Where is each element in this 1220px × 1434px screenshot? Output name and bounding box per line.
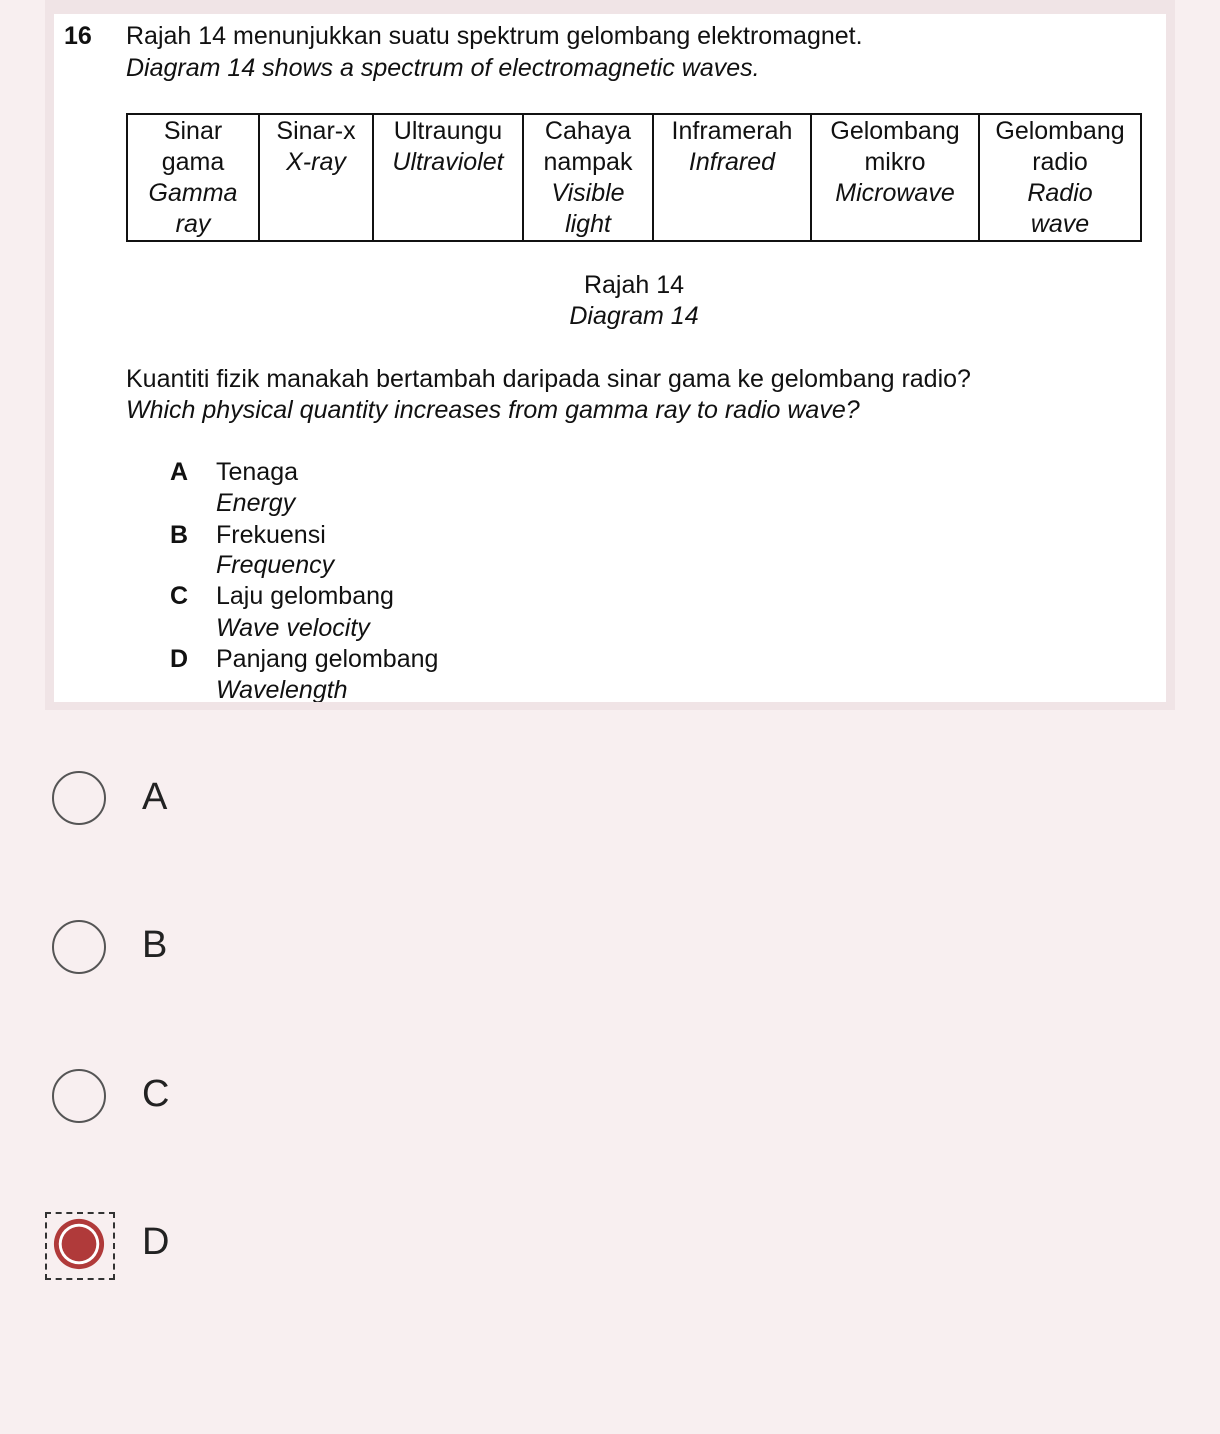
answer-label-a[interactable]: A — [142, 776, 168, 818]
option-b-letter: B — [170, 521, 189, 549]
radio-button-a[interactable] — [52, 771, 106, 825]
cell-ultraviolet: Ultraungu Ultraviolet — [373, 114, 523, 241]
option-c-ms: Laju gelombang — [216, 582, 394, 610]
option-a-letter: A — [170, 458, 189, 486]
cell-gamma: Sinar gama Gamma ray — [127, 114, 259, 241]
answer-choice-a[interactable] — [0, 726, 1220, 874]
cell-xray: Sinar-x X-ray — [259, 114, 373, 241]
option-a-en: Energy — [216, 489, 296, 517]
diagram-caption-en: Diagram 14 — [569, 302, 699, 330]
option-d-en: Wavelength — [216, 676, 348, 702]
cell-microwave: Gelombang mikro Microwave — [811, 114, 979, 241]
option-c-letter: C — [170, 582, 189, 610]
cell-visible: Cahaya nampak Visible light — [523, 114, 653, 241]
radio-button-d-selected[interactable] — [52, 1217, 106, 1271]
option-b-en: Frequency — [216, 551, 335, 579]
option-d-letter: D — [170, 645, 189, 673]
diagram-caption-ms: Rajah 14 — [583, 271, 685, 299]
answer-label-b[interactable]: B — [142, 924, 168, 966]
question-stem-ms: Rajah 14 menunjukkan suatu spektrum gelombang elektromagnet. — [126, 22, 863, 50]
radio-button-c[interactable] — [52, 1069, 106, 1123]
question-prompt-ms: Kuantiti fizik manakah bertambah daripada sinar gama ke gelombang radio? — [126, 365, 971, 393]
answer-label-c[interactable]: C — [142, 1073, 170, 1115]
question-prompt-en: Which physical quantity increases from gamma ray to radio wave? — [126, 396, 860, 424]
answer-choice-b[interactable] — [0, 874, 1220, 1022]
radio-button-b[interactable] — [52, 920, 106, 974]
question-stem-en: Diagram 14 shows a spectrum of electromagnetic waves. — [126, 54, 760, 82]
cell-infrared: Inframerah Infrared — [653, 114, 811, 241]
option-a-ms: Tenaga — [216, 458, 299, 486]
answer-label-d[interactable]: D — [142, 1221, 170, 1263]
answer-choice-c[interactable] — [0, 1022, 1220, 1170]
question-image — [54, 14, 1166, 702]
option-d-ms: Panjang gelombang — [216, 645, 439, 673]
spectrum-table — [126, 113, 1142, 242]
cell-radio: Gelombang radio Radio wave — [979, 114, 1141, 241]
question-number: 16 — [64, 22, 92, 50]
option-c-en: Wave velocity — [216, 614, 370, 642]
option-b-ms: Frekuensi — [216, 521, 326, 549]
answer-choice-d[interactable] — [0, 1170, 1220, 1318]
